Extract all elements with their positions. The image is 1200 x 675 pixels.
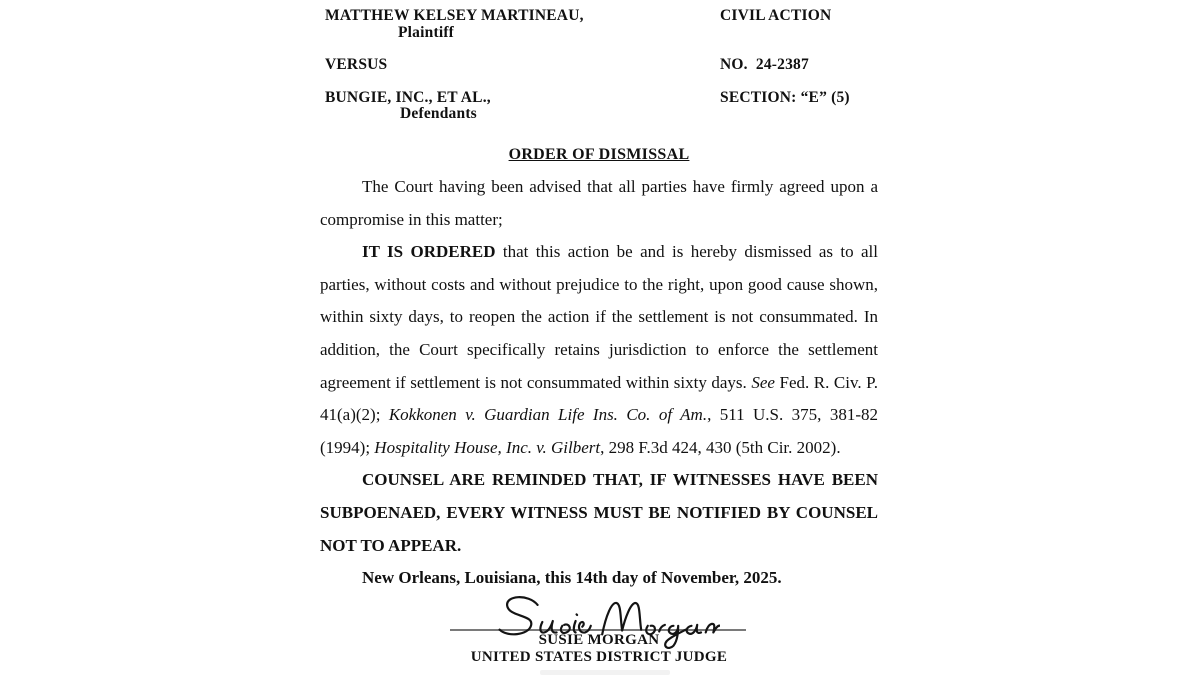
section-label: SECTION: “E” (5)	[720, 89, 850, 106]
date-line	[320, 562, 878, 595]
date-line-text: New Orleans, Louisiana, this 14th day of November, 2025.	[362, 568, 782, 588]
plaintiff-name: MATTHEW KELSEY MARTINEAU,	[325, 7, 584, 24]
case-citation-1: Kokkonen v. Guardian Life Ins. Co. of Am.	[388, 405, 708, 425]
order-paragraph-2	[320, 236, 878, 464]
defendant-role-label: Defendants	[400, 105, 477, 122]
case-citation-2: Hospitality House, Inc. v. Gilbert	[374, 437, 601, 457]
judge-signature-handwriting	[492, 592, 720, 652]
citation-2-post: , 298 F.3d 424, 430 (5th Cir. 2002).	[600, 437, 841, 457]
order-title: ORDER OF DISMISSAL	[508, 146, 690, 163]
paragraph-2-text: that this action be and is hereby dismissed as to all parties, without costs and without prejudice to the right, upon good cause shown, within sixty days, to reopen the action if the settlement is not consummated. In addition, the Court specifically retains jurisdiction to enforce the settlement agreement if settlement is not consummated within sixty days.	[320, 242, 878, 392]
judge-name: SUSIE MORGAN	[538, 632, 660, 648]
citation-1-post: , 511 U.S. 375, 381-82 (1994);	[320, 405, 878, 457]
citation-1-pre: Fed. R. Civ. P. 41(a)(2);	[320, 372, 878, 425]
order-body	[320, 144, 878, 595]
paragraph-1-text: The Court having been advised that all parties have firmly agreed upon a compromise in this matter;	[320, 177, 878, 229]
see-signal: See	[751, 372, 775, 392]
versus-label: VERSUS	[325, 56, 388, 73]
counsel-reminder-paragraph	[320, 464, 878, 562]
judge-title: UNITED STATES DISTRICT JUDGE	[470, 649, 728, 665]
defendant-name: BUNGIE, INC., ET AL.,	[325, 89, 491, 106]
order-paragraph-1	[320, 171, 878, 236]
case-number: NO. 24-2387	[720, 56, 809, 73]
page-edge-artifact	[540, 670, 670, 675]
plaintiff-role-label: Plaintiff	[398, 24, 455, 41]
counsel-reminder-text: COUNSEL ARE REMINDED THAT, IF WITNESSES HAVE BEEN SUBPOENAED, EVERY WITNESS MUST BE NOTIFIED BY COUNSEL NOT TO APPEAR.	[320, 470, 878, 555]
civil-action-label: CIVIL ACTION	[720, 7, 832, 24]
it-is-ordered-text: IT IS ORDERED	[362, 242, 496, 262]
